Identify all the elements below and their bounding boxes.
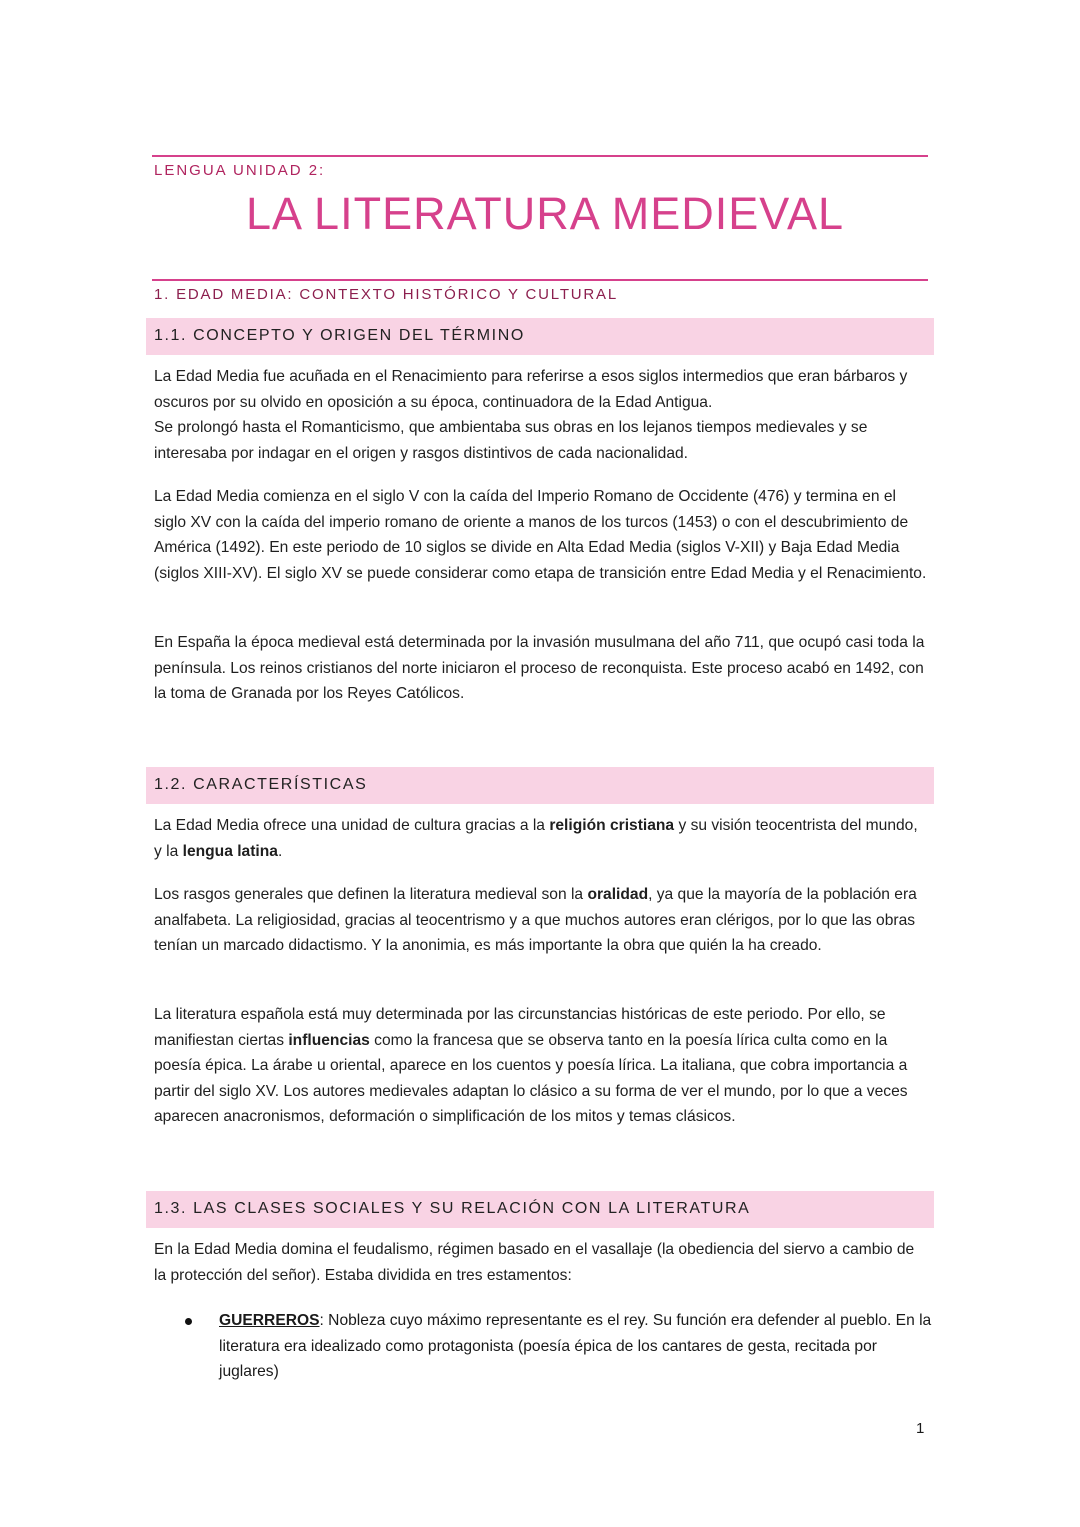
subsection-1-2-band xyxy=(146,767,934,804)
paragraph-text: En la Edad Media domina el feudalismo, régimen basado en el vasallaje (la obediencia del siervo a cambio de la protección del señor). Estaba dividida en tres estamentos: xyxy=(154,1241,915,1284)
paragraph-text xyxy=(154,882,929,959)
text-run: Los rasgos generales que definen la literatura medieval son la xyxy=(154,886,588,903)
text-run: La Edad Media ofrece una unidad de cultura gracias a la xyxy=(154,817,550,834)
page-title: LA LITERATURA MEDIEVAL xyxy=(245,188,844,239)
bullet-icon xyxy=(185,1318,192,1325)
bold-term: religión cristiana xyxy=(549,817,675,834)
text-run: . xyxy=(277,842,283,860)
text-run: La literatura española está muy determinada por las circunstancias históricas de este periodo. Por ello, se manifiestan ciertas xyxy=(154,1006,886,1049)
paragraph-line: Se prolongó hasta el Romanticismo, que ambientaba sus obras en los lejanos tiempos medievales y se interesaba por indagar en el origen y rasgos distintivos de cada nacionalidad. xyxy=(154,419,868,462)
subsection-1-3-band xyxy=(146,1191,934,1228)
paragraph-text: La Edad Media comienza en el siglo V con la caída del Imperio Romano de Occidente (476) y termina en el siglo XV con la caída del imperio romano de oriente a manos de los turcos (1453) o con el descubrimiento de América (1492). En este periodo de 10 siglos se divide en Alta Edad Media (siglos V-XII) y Baja Edad Media (siglos XIII-XV). El siglo XV se puede considerar como etapa de transición entre Edad Media y el Renacimiento. xyxy=(154,488,927,582)
paragraph-1-3-a xyxy=(154,1237,929,1288)
paragraph-text xyxy=(154,813,929,864)
paragraph-text: En España la época medieval está determinada por la invasión musulmana del año 711, que ocupó casi toda la península. Los reinos cristianos del norte iniciaron el proceso de reconquista. Este proceso acabó en 1492, con la toma de Granada por los Reyes Católicos. xyxy=(154,634,925,702)
paragraph-text xyxy=(154,1002,929,1130)
subsection-1-2-heading: 1.2. CARACTERÍSTICAS xyxy=(154,776,368,793)
subsection-1-1-heading: 1.1. CONCEPTO Y ORIGEN DEL TÉRMINO xyxy=(154,327,525,344)
list-item xyxy=(182,1308,932,1385)
paragraph-line: La Edad Media fue acuñada en el Renacimiento para referirse a esos siglos intermedios que eran bárbaros y oscuros por su olvido en oposición a su época, continuadora de la Edad Antigua. xyxy=(154,368,908,411)
page-number: 1 xyxy=(916,1420,925,1437)
unit-label: LENGUA UNIDAD 2: xyxy=(154,162,326,179)
paragraph-1-2-c xyxy=(154,1002,929,1130)
subsection-1-1-band xyxy=(146,318,934,355)
paragraph-1-1-a xyxy=(154,364,929,466)
bold-term: lengua latina xyxy=(182,842,278,860)
top-rule xyxy=(152,155,928,157)
section-1-heading: 1. EDAD MEDIA: CONTEXTO HISTÓRICO Y CULTURAL xyxy=(154,286,618,303)
text-run: , ya que la mayoría de la población era analfabeta. La religiosidad, gracias al teocentrismo y a que muchos autores eran clérigos, por lo que las obras tenían un marcado didactismo. Y la anonimia, es más importante la obra que quién la ha creado. xyxy=(154,886,917,954)
list-item-text xyxy=(219,1308,932,1385)
bold-term: influencias xyxy=(288,1031,370,1049)
section-rule xyxy=(152,279,928,281)
text-run: como la francesa que se observa tanto en la poesía lírica culta como en la poesía épica. La árabe u oriental, aparece en los cuentos y poesía lírica. La italiana, que cobra importancia a partir del siglo XV. Los autores medievales adaptan lo clásico a su forma de ver el mundo, por lo que a veces aparecen anacronismos, deformación o simplificación de los mitos y temas clásicos. xyxy=(154,1031,908,1125)
list-item-lead: GUERREROS xyxy=(219,1312,320,1329)
text-run: : Nobleza cuyo máximo representante es el rey. Su función era defender al pueblo. En la literatura era idealizado como protagonista (poesía épica de los cantares de gesta, recitada por juglares) xyxy=(219,1312,932,1380)
paragraph-1-2-b xyxy=(154,882,929,959)
text-run: y su visión teocentrista del mundo, y la xyxy=(154,817,918,860)
paragraph-1-2-a xyxy=(154,813,929,864)
bold-term: oralidad xyxy=(587,886,649,903)
paragraph-1-1-b xyxy=(154,484,929,586)
paragraph-1-1-c xyxy=(154,630,929,707)
subsection-1-3-heading: 1.3. LAS CLASES SOCIALES Y SU RELACIÓN CON LA LITERATURA xyxy=(154,1200,751,1217)
